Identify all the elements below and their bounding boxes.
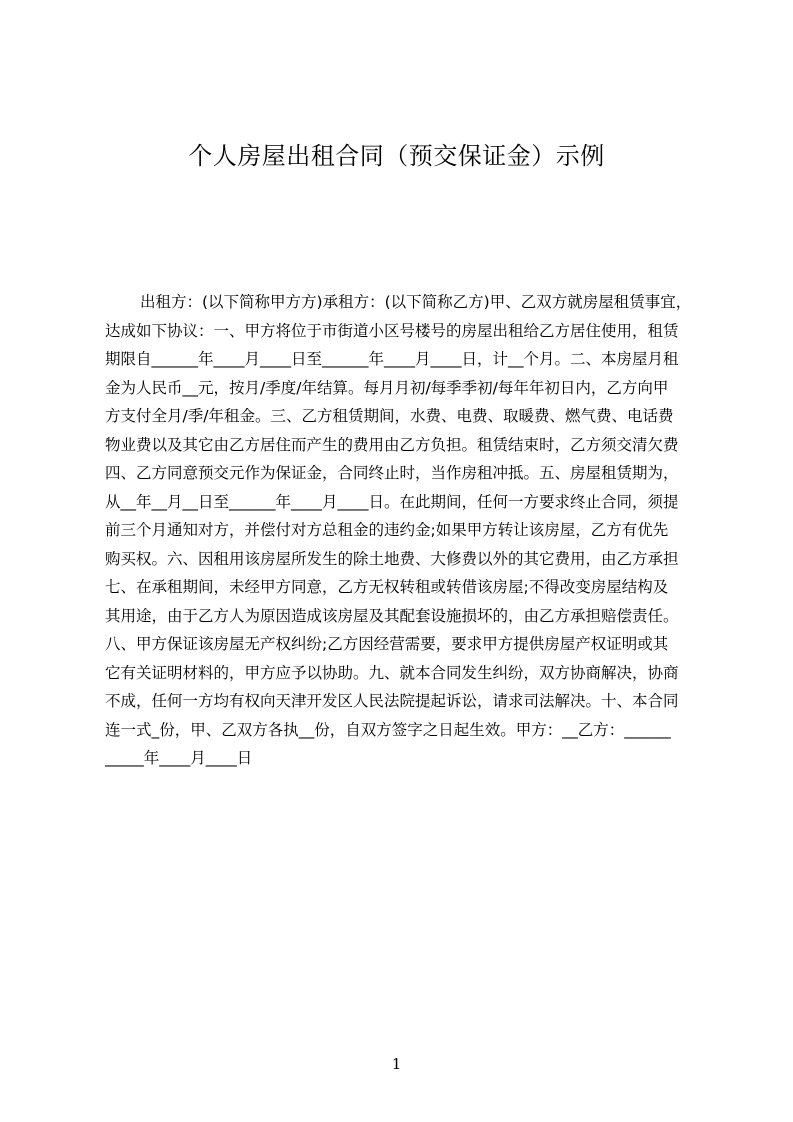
document-title: 个人房屋出租合同（预交保证金）示例 [188, 142, 605, 170]
body-line: 从__年__月__日至______年____月____日。在此期间，任何一方要求终止合同，须提 [105, 492, 679, 511]
page-number: 1 [391, 1055, 402, 1073]
body-line: 不成，任何一方均有权向天津开发区人民法院提起诉讼，请求司法解决。十、本合同 [105, 692, 679, 710]
body-line: _____年____月____日 [105, 749, 253, 767]
contract-body [105, 288, 700, 773]
body-line: 期限自______年____月____日至______年____月____日，计__个月。二、本房屋月租 [105, 350, 679, 368]
body-line: 七、在承租期间，未经甲方同意，乙方无权转租或转借该房屋;不得改变房屋结构及 [105, 578, 669, 596]
body-line: 它有关证明材料的，甲方应予以协助。九、就本合同发生纠纷，双方协商解决，协商 [105, 663, 679, 682]
body-line: 八、甲方保证该房屋无产权纠纷;乙方因经营需要，要求甲方提供房屋产权证明或其 [105, 635, 669, 653]
body-line: 其用途，由于乙方人为原因造成该房屋及其配套设施损坏的，由乙方承担赔偿责任。 [105, 606, 679, 625]
body-line: 方支付全月/季/年租金。三、乙方租赁期间，水费、电费、取暖费、燃气费、电话费 [105, 407, 674, 425]
body-line: 购买权。六、因租用该房屋所发生的除土地费、大修费以外的其它费用，由乙方承担 [105, 549, 679, 568]
body-line: 出租方：(以下简称甲方方)承租方：(以下简称乙方)甲、乙双方就房屋租赁事宜， [140, 293, 692, 311]
body-line: 达成如下协议：一、甲方将位于市街道小区号楼号的房屋出租给乙方居住使用，租赁 [105, 321, 679, 340]
body-line: 物业费以及其它由乙方居住而产生的费用由乙方负担。租赁结束时，乙方须交清欠费 [105, 435, 679, 454]
body-line: 连一式_份，甲、乙双方各执__份，自双方签字之日起生效。甲方：__乙方：______ [105, 720, 671, 739]
body-line: 金为人民币__元，按月/季度/年结算。每月月初/每季季初/每年年初日内，乙方向甲 [105, 378, 669, 397]
body-line: 前三个月通知对方，并偿付对方总租金的违约金;如果甲方转让该房屋，乙方有优先 [105, 521, 669, 539]
body-line: 四、乙方同意预交元作为保证金，合同终止时，当作房租冲抵。五、房屋租赁期为， [105, 464, 679, 482]
